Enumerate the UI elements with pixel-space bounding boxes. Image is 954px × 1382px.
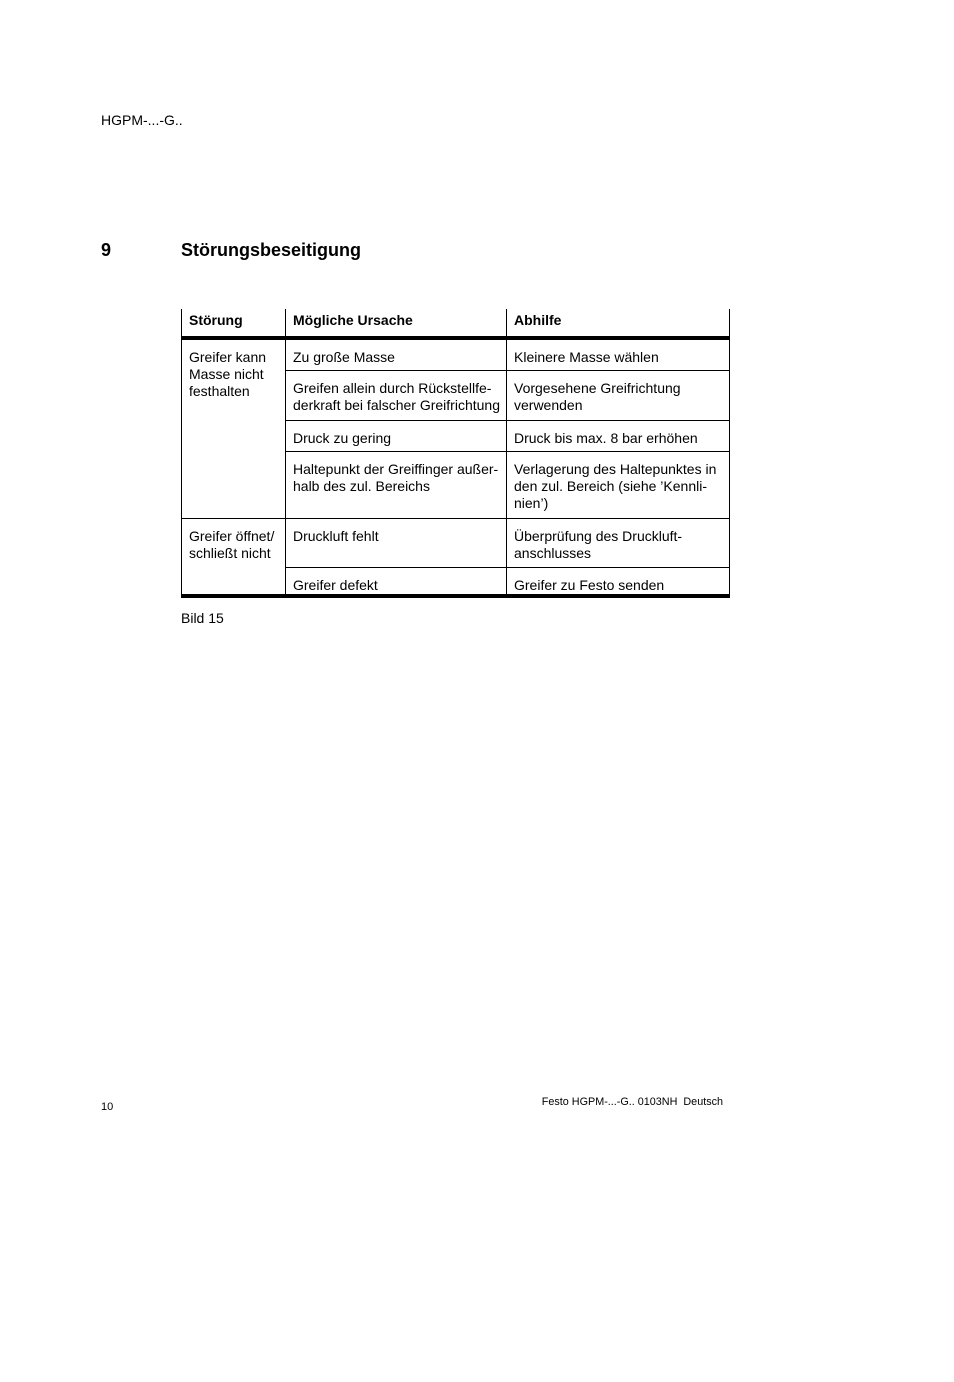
cell-text-line: Greifer zu Festo senden — [514, 576, 665, 593]
footer-doc-info: Festo HGPM-...-G.. 0103NH Deutsch — [541, 1096, 723, 1108]
column-header-ursache: Mögliche Ursache — [286, 309, 507, 338]
cell-text-line: verwenden — [514, 396, 583, 413]
cell-text-line: Zu große Masse — [293, 349, 395, 365]
cell-ursache — [286, 567, 507, 596]
cell-text-line: Vorgesehene Greifrichtung — [514, 379, 681, 396]
cell-text-line: Kleinere Masse wählen — [514, 349, 659, 365]
running-header: HGPM-...-G.. — [101, 112, 183, 128]
cell-text-line: halb des zul. Bereichs — [293, 477, 430, 494]
cell-abhilfe — [507, 338, 730, 370]
table-row — [182, 338, 730, 370]
cell-stoerung — [182, 338, 286, 518]
troubleshooting-table — [181, 309, 730, 598]
cell-text-line: Druck zu gering — [293, 429, 392, 446]
cell-text-line: Masse nicht — [189, 366, 264, 382]
column-header-stoerung: Störung — [182, 309, 286, 338]
cell-text-line: derkraft bei falscher Greifrichtung — [293, 396, 500, 413]
cell-text-line: nien’) — [514, 494, 549, 511]
cell-text-line: den zul. Bereich (siehe ’Kennli- — [514, 477, 707, 494]
cell-text-line: Druckluft fehlt — [293, 527, 379, 544]
page-number: 10 — [101, 1101, 114, 1113]
section-title: Störungsbeseitigung — [181, 240, 361, 260]
cell-text-line: Greifer kann — [189, 349, 267, 365]
cell-abhilfe — [507, 420, 730, 451]
cell-abhilfe — [507, 518, 730, 567]
cell-text-line: festhalten — [189, 383, 250, 399]
table-row — [182, 518, 730, 567]
cell-ursache — [286, 370, 507, 420]
cell-text-line: anschlusses — [514, 544, 592, 561]
cell-ursache — [286, 338, 507, 370]
cell-text-line: Druck bis max. 8 bar erhöhen — [514, 429, 698, 446]
column-header-abhilfe: Abhilfe — [507, 309, 730, 338]
cell-abhilfe — [507, 451, 730, 518]
cell-text-line: Verlagerung des Haltepunktes in — [514, 460, 717, 477]
section-number: 9 — [101, 240, 112, 260]
cell-abhilfe — [507, 567, 730, 596]
cell-text-line: Greifen allein durch Rückstellfe- — [293, 379, 492, 396]
cell-stoerung — [182, 518, 286, 596]
cell-text-line: Greifer defekt — [293, 576, 378, 593]
cell-ursache — [286, 451, 507, 518]
cell-text-line: Greifer öffnet/ — [189, 527, 275, 544]
figure-caption: Bild 15 — [181, 610, 224, 626]
cell-text-line: schließt nicht — [189, 544, 271, 561]
cell-ursache — [286, 518, 507, 567]
table-header-row — [182, 309, 730, 338]
cell-text-line: Haltepunkt der Greiffinger außer- — [293, 460, 499, 477]
cell-abhilfe — [507, 370, 730, 420]
cell-text-line: Überprüfung des Druckluft- — [514, 527, 683, 544]
cell-ursache — [286, 420, 507, 451]
